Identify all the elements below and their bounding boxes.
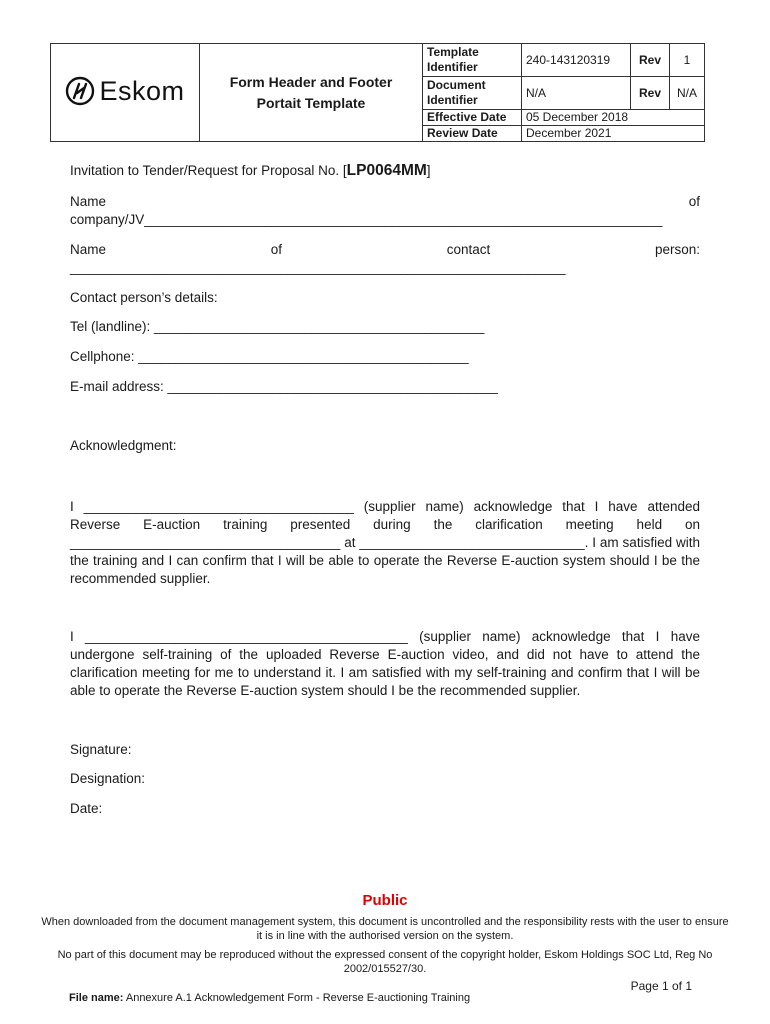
tel-field[interactable]: Tel (landline): ____________________________________________ [70,319,485,334]
file-name: File name: Annexure A.1 Acknowledgement Form - Reverse E-auctioning Training [69,992,471,1004]
template-identifier-label: Template Identifier [423,44,522,77]
document-identifier-value: N/A [522,77,631,110]
eskom-emblem-icon [65,76,95,106]
disclaimer-uncontrolled: When downloaded from the document management system, this document is uncontrolled and the responsibility rests with the user to ensure it is in line with the authorised version on the system. [41,916,729,942]
effective-date-value: 05 December 2018 [522,110,705,126]
rfp-number: LP0064MM [346,162,427,179]
acknowledgment-attended-paragraph[interactable]: I ____________________________________ (supplier name) acknowledge that I have attended Reverse E-auction training presented during the clarification meeting held on ____________________________________ at ______________________________. I am satisfied with the training and I can confirm that I will be able to operate the Reverse E-auction system should I be the recommended supplier. [70,499,700,586]
cellphone-field[interactable]: Cellphone: ____________________________________________ [70,349,469,364]
email-field[interactable]: E-mail address: ____________________________________________ [70,379,498,394]
effective-date-label: Effective Date [423,110,522,126]
company-name-line[interactable]: company/JV_____________________________________________________________________ [70,212,663,227]
logo-text: Eskom [99,75,185,106]
logo-cell [51,44,200,142]
template-rev-label: Rev [631,44,670,77]
contact-person-line[interactable]: __________________________________________________________________ [70,260,566,275]
rfp-line: Invitation to Tender/Request for Proposal No. [LP0064MM] [70,162,431,179]
form-title: Form Header and Footer Portait Template [200,44,423,142]
template-rev-value: 1 [670,44,705,77]
designation-field[interactable]: Designation: [70,771,146,786]
review-date-value: December 2021 [522,126,705,142]
document-header-table [50,43,705,142]
disclaimer-copyright: No part of this document may be reproduced without the expressed consent of the copyright holder, Eskom Holdings SOC Ltd, Reg No 2002/015527/30. [57,949,713,975]
contact-person-field: Name of contact person: [70,242,700,257]
template-identifier-value: 240-143120319 [522,44,631,77]
document-identifier-label: Document Identifier [423,77,522,110]
date-field[interactable]: Date: [70,801,103,816]
review-date-label: Review Date [423,126,522,142]
document-rev-value: N/A [670,77,705,110]
contact-details-heading: Contact person’s details: [70,290,218,305]
classification-label: Public [362,892,408,909]
acknowledgment-heading: Acknowledgment: [70,438,177,453]
acknowledgment-self-training-paragraph[interactable]: I ___________________________________________ (supplier name) acknowledge that I have undergone self-training of the uploaded Reverse E-auction video, and did not have to attend the clarification meeting for me to understand it. I am satisfied with my self-training and confirm that I will be able to operate the Reverse E-auction system should I be the recommended supplier. [70,629,700,698]
eskom-logo [65,76,184,107]
company-name-field: Name of [70,194,700,209]
signature-field[interactable]: Signature: [70,742,132,757]
page-number: Page 1 of 1 [630,979,692,993]
document-rev-label: Rev [631,77,670,110]
